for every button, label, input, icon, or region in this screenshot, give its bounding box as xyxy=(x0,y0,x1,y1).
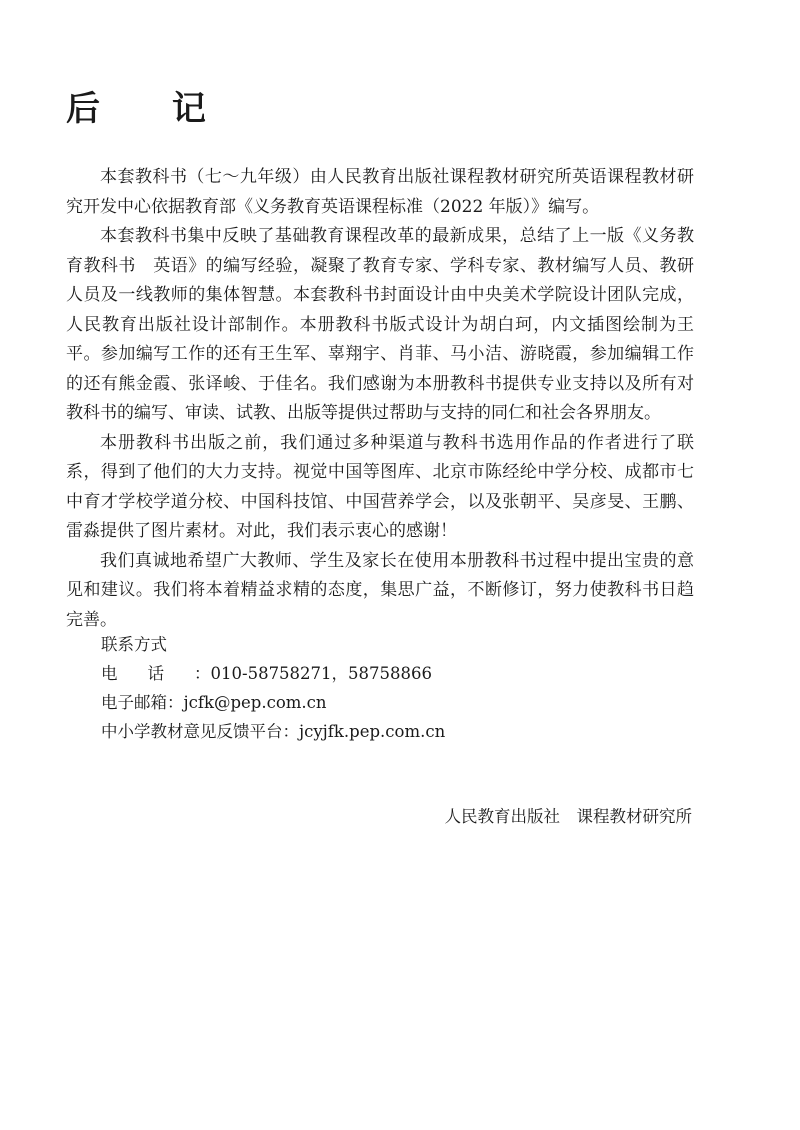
publisher-signature: 人民教育出版社 课程教材研究所 xyxy=(444,807,692,826)
contact-feedback xyxy=(101,717,445,746)
feedback-value: ：jcyjfk.pep.com.cn xyxy=(282,722,446,741)
email-value: ：jcfk@pep.com.cn xyxy=(167,693,327,712)
phone-label: 电话 xyxy=(101,664,194,683)
paragraph-1: 本套教科书（七～九年级）由人民教育出版社课程教材研究所英语课程教材研究开发中心依据教育部《义务教育英语课程标准（2022 年版）》编写。 xyxy=(66,167,694,217)
paragraph-4: 我们真诚地希望广大教师、学生及家长在使用本册教科书过程中提出宝贵的意见和建议。我们将本着精益求精的态度，集思广益，不断修订，努力使教科书日趋完善。 xyxy=(66,550,694,630)
paragraph-2: 本套教科书集中反映了基础教育课程改革的最新成果，总结了上一版《义务教育教科书 英语》的编写经验，凝聚了教育专家、学科专家、教材编写人员、教研人员及一线教师的集体智慧。本套教科书封面设计由中央美术学院设计团队完成，人民教育出版社设计部制作。本册教科书版式设计为胡白珂，内文插图绘制为王平。参加编写工作的还有王生军、辜翔宇、肖菲、马小洁、游晓霞，参加编辑工作的还有熊金霞、张译峻、于佳名。我们感谢为本册教科书提供专业支持以及所有对教科书的编写、审读、试教、出版等提供过帮助与支持的同仁和社会各界朋友。 xyxy=(66,226,694,423)
contact-heading: 联系方式 xyxy=(101,635,167,654)
page-title: 后 记 xyxy=(66,89,236,129)
contact-email xyxy=(101,688,445,717)
contact-section xyxy=(101,630,445,746)
contact-phone xyxy=(101,659,445,688)
email-label: 电子邮箱 xyxy=(101,693,167,712)
feedback-label: 中小学教材意见反馈平台 xyxy=(101,722,283,741)
paragraph-3: 本册教科书出版之前，我们通过多种渠道与教科书选用作品的作者进行了联系，得到了他们的大力支持。视觉中国等图库、北京市陈经纶中学分校、成都市七中育才学校学道分校、中国科技馆、中国营养学会，以及张朝平、吴彦旻、王鹏、雷淼提供了图片素材。对此，我们表示衷心的感谢！ xyxy=(66,432,694,541)
body-text xyxy=(66,163,694,635)
phone-value: ：010-58758271，58758866 xyxy=(194,664,433,683)
